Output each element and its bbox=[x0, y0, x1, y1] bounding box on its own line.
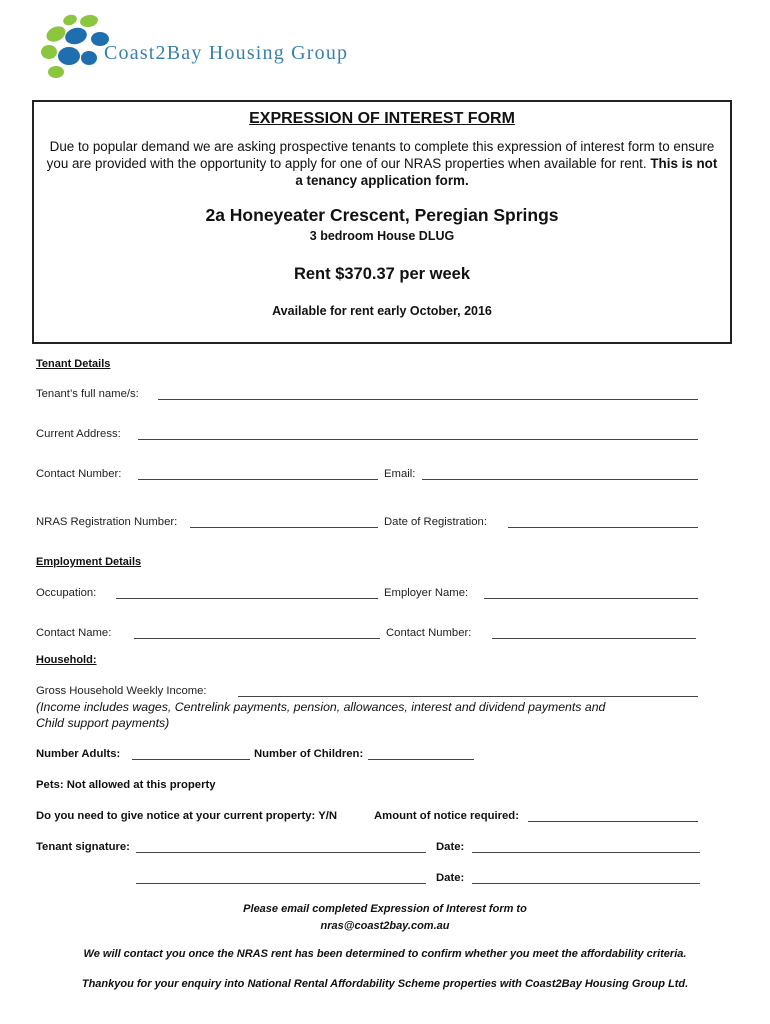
nras-number-field[interactable] bbox=[190, 527, 378, 528]
tenant-signature-field[interactable] bbox=[136, 852, 426, 853]
employer-contact-name-field[interactable] bbox=[134, 638, 380, 639]
property-rent: Rent $370.37 per week bbox=[293, 265, 471, 283]
number-adults-label: Number Adults: bbox=[36, 748, 121, 760]
property-address: 2a Honeyeater Crescent, Peregian Springs bbox=[205, 205, 559, 225]
contact-number-label: Contact Number: bbox=[36, 468, 122, 480]
intro-bold-note: This is not a tenancy application form. bbox=[295, 156, 718, 188]
second-date-field[interactable] bbox=[472, 883, 700, 884]
notice-amount-label: Amount of notice required: bbox=[374, 810, 519, 822]
employer-contact-name-label: Contact Name: bbox=[36, 627, 112, 639]
email-label: Email: bbox=[384, 468, 416, 480]
pets-note: Pets: Not allowed at this property bbox=[36, 779, 216, 791]
intro-paragraph bbox=[44, 138, 720, 189]
income-note-line-2: Child support payments) bbox=[36, 716, 170, 730]
email-field[interactable] bbox=[422, 479, 698, 480]
employer-contact-number-field[interactable] bbox=[492, 638, 696, 639]
income-label: Gross Household Weekly Income: bbox=[36, 685, 207, 697]
number-children-field[interactable] bbox=[368, 759, 474, 760]
occupation-field[interactable] bbox=[116, 598, 378, 599]
nras-number-label: NRAS Registration Number: bbox=[36, 516, 178, 528]
brand-name: Coast2Bay Housing Group bbox=[104, 42, 349, 64]
employer-name-label: Employer Name: bbox=[384, 587, 469, 599]
thanks-note: Thankyou for your enquiry into National Rental Affordability Scheme properties with Coast2Bay Housing Group Ltd. bbox=[81, 978, 689, 990]
signature-date-field[interactable] bbox=[472, 852, 700, 853]
availability-note: Available for rent early October, 2016 bbox=[272, 304, 492, 318]
tenant-name-field[interactable] bbox=[158, 399, 698, 400]
notice-amount-field[interactable] bbox=[528, 821, 698, 822]
registration-date-label: Date of Registration: bbox=[384, 516, 487, 528]
tenant-details-heading: Tenant Details bbox=[36, 358, 111, 370]
registration-date-field[interactable] bbox=[508, 527, 698, 528]
income-field[interactable] bbox=[238, 696, 698, 697]
employment-details-heading: Employment Details bbox=[36, 556, 142, 568]
number-adults-field[interactable] bbox=[132, 759, 250, 760]
second-date-label: Date: bbox=[436, 872, 465, 884]
household-heading: Household: bbox=[36, 654, 97, 666]
occupation-label: Occupation: bbox=[36, 587, 97, 599]
form-header-box bbox=[32, 100, 732, 344]
income-note-line-1: (Income includes wages, Centrelink payments, pension, allowances, interest and dividend payments and bbox=[36, 700, 606, 714]
employer-name-field[interactable] bbox=[484, 598, 698, 599]
property-type: 3 bedroom House DLUG bbox=[309, 229, 455, 243]
employer-contact-number-label: Contact Number: bbox=[386, 627, 472, 639]
current-address-field[interactable] bbox=[138, 439, 698, 440]
contact-note: We will contact you once the NRAS rent has been determined to confirm whether you meet the affordability criteria. bbox=[83, 948, 687, 960]
number-children-label: Number of Children: bbox=[254, 748, 364, 760]
contact-number-field[interactable] bbox=[138, 479, 378, 480]
notice-question: Do you need to give notice at your current property: Y/N bbox=[36, 810, 338, 822]
tenant-name-label: Tenant’s full name/s: bbox=[36, 388, 139, 400]
email-instruction bbox=[0, 901, 770, 935]
second-signature-field[interactable] bbox=[136, 883, 426, 884]
tenant-signature-label: Tenant signature: bbox=[36, 841, 130, 853]
signature-date-label: Date: bbox=[436, 841, 465, 853]
intro-text: Due to popular demand we are asking prospective tenants to complete this expression of interest form to ensure you are provided with the opportunity to apply for one of our NRAS properties when available for rent. bbox=[46, 139, 715, 171]
form-title: EXPRESSION OF INTEREST FORM bbox=[249, 110, 515, 127]
email-instruction-line: Please email completed Expression of Interest form to bbox=[243, 903, 527, 915]
current-address-label: Current Address: bbox=[36, 428, 121, 440]
submission-email: nras@coast2bay.com.au bbox=[320, 920, 450, 932]
